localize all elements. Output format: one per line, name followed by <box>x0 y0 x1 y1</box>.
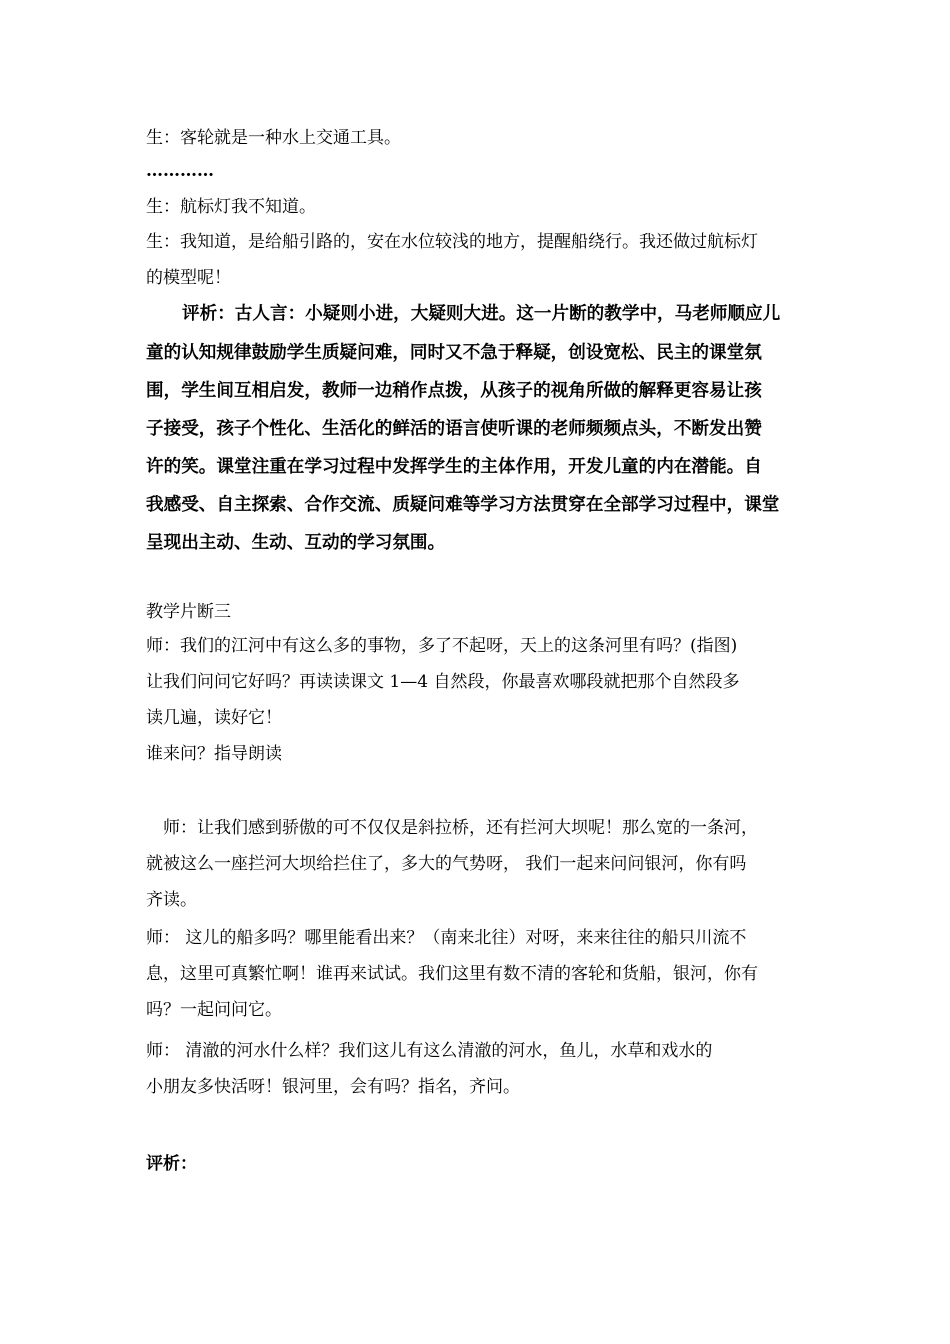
commentary-line: 子接受，孩子个性化、生活化的鲜活的语言使听课的老师频频点头，不断发出赞 <box>146 418 762 439</box>
commentary-line: 童的认知规律鼓励学生质疑问难，同时又不急于释疑，创设宽松、民主的课堂氛 <box>146 342 762 363</box>
dialogue-line: 的模型呢！ <box>146 268 231 288</box>
dialogue-line: 生：航标灯我不知道。 <box>146 197 316 217</box>
commentary-line: 呈现出主动、生动、互动的学习氛围。 <box>146 532 446 553</box>
dialogue-line: 齐读。 <box>146 890 197 910</box>
dialogue-line: 师： 这儿的船多吗？哪里能看出来？（南来北往）对呀，来来往往的船只川流不 <box>146 928 747 948</box>
commentary-line: 围，学生间互相启发，教师一边稍作点拨，从孩子的视角所做的解释更容易让孩 <box>146 380 762 401</box>
section-heading: 教学片断三 <box>146 602 231 622</box>
dialogue-line: 生：我知道，是给船引路的，安在水位较浅的地方，提醒船绕行。我还做过航标灯 <box>146 232 758 252</box>
commentary-label: 评析： <box>146 1154 197 1174</box>
dialogue-line: 师：我们的江河中有这么多的事物，多了不起呀，天上的这条河里有吗？(指图) <box>146 636 738 656</box>
commentary-line: 许的笑。课堂注重在学习过程中发挥学生的主体作用，开发儿童的内在潜能。自 <box>146 456 762 477</box>
dialogue-line: 吗？一起问问它。 <box>146 1000 282 1020</box>
dialogue-line: 小朋友多快活呀！银河里，会有吗？指名，齐问。 <box>146 1077 520 1097</box>
dialogue-line: 师：让我们感到骄傲的可不仅仅是斜拉桥，还有拦河大坝呢！那么宽的一条河， <box>163 818 758 838</box>
commentary-line: 评析：古人言：小疑则小进，大疑则大进。这一片断的教学中，马老师顺应儿 <box>182 303 781 324</box>
dialogue-line: 谁来问？指导朗读 <box>146 744 282 764</box>
ellipsis-line: ………… <box>146 161 214 181</box>
commentary-line: 我感受、自主探索、合作交流、质疑问难等学习方法贯穿在全部学习过程中，课堂 <box>146 494 780 515</box>
dialogue-line: 师： 清澈的河水什么样？我们这儿有这么清澈的河水，鱼儿，水草和戏水的 <box>146 1041 713 1061</box>
dialogue-line: 息，这里可真繁忙啊！谁再来试试。我们这里有数不清的客轮和货船，银河，你有 <box>146 964 758 984</box>
dialogue-line: 就被这么一座拦河大坝给拦住了，多大的气势呀， 我们一起来问问银河，你有吗 <box>146 854 747 874</box>
dialogue-line: 生：客轮就是一种水上交通工具。 <box>146 128 401 148</box>
dialogue-line: 让我们问问它好吗？再读读课文 1—4 自然段，你最喜欢哪段就把那个自然段多 <box>146 672 740 692</box>
dialogue-line: 读几遍，读好它！ <box>146 708 282 728</box>
